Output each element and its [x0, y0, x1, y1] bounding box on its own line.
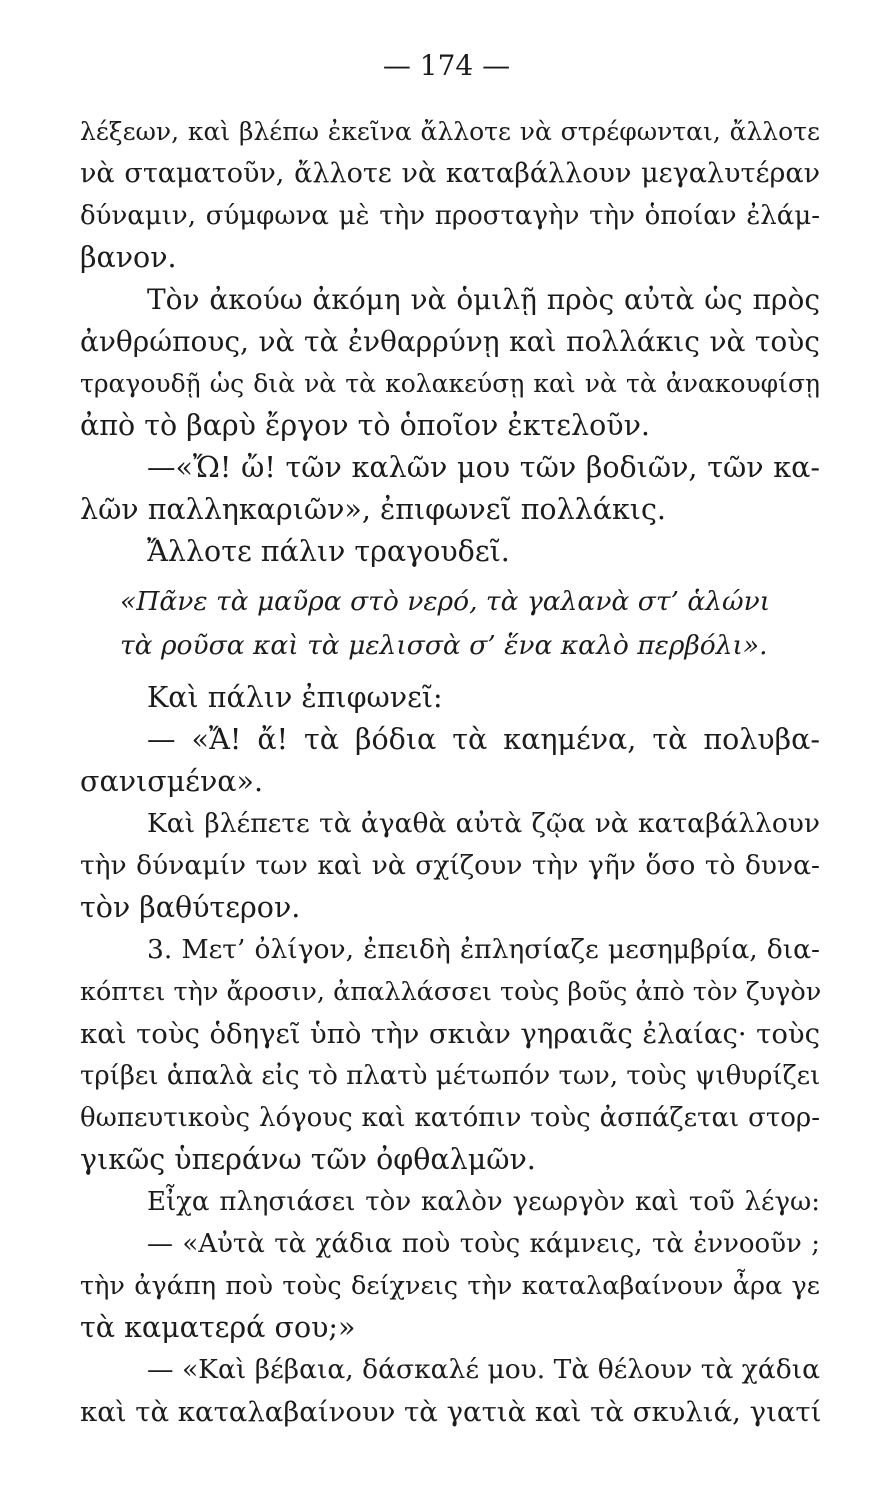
text-line: — «Ἄ! ἄ! τὰ βόδια τὰ καημένα, τὰ πολυβα- [147, 723, 820, 756]
text-line: ἀπὸ τὸ βαρὺ ἔργον τὸ ὁποῖον ἐκτελοῦν. [80, 409, 650, 442]
text-line: Καὶ πάλιν ἐπιφωνεῖ: [147, 681, 443, 714]
text-line: κόπτει τὴν ἄροσιν, ἀπαλλάσσει τοὺς βοῦς ἀπὸ τὸν ζυγὸν [80, 977, 822, 1007]
text-line: καὶ τὰ καταλαβαίνουν τὰ γατιὰ καὶ τὰ σκυλιά, γιατί [80, 1396, 822, 1428]
text-line: νὰ σταματοῦν, ἄλλοτε νὰ καταβάλλουν μεγαλυτέραν [80, 158, 820, 189]
text-line: — «Αὐτὰ τὰ χάδια ποὺ τοὺς κάμνεις, τὰ ἐννοοῦν ; [147, 1229, 820, 1259]
text-line: τραγουδῇ ὡς διὰ νὰ τὰ κολακεύσῃ καὶ νὰ τὰ ἀνακουφίσῃ [80, 369, 820, 398]
text-line: τρίβει ἁπαλὰ εἰς τὸ πλατὺ μέτωπόν των, τοὺς ψιθυρίζει [80, 1061, 821, 1091]
text-line: βανον. [80, 241, 177, 274]
text-line: τὰ καματερά σου;» [80, 1311, 356, 1344]
page-number: — 174 — [382, 49, 511, 82]
text-line: 3. Μετ’ ὀλίγον, ἐπειδὴ ἐπλησίαζε μεσημβρία, δια- [147, 934, 820, 965]
text-line: Καὶ βλέπετε τὰ ἀγαθὰ αὐτὰ ζῷα νὰ καταβάλλουν [147, 808, 820, 839]
text-line: σανισμένα». [80, 765, 264, 798]
text-line: Τὸν ἀκούω ἀκόμη νὰ ὁμιλῇ πρὸς αὐτὰ ὡς πρὸς [147, 283, 820, 316]
text-line: καὶ τοὺς ὁδηγεῖ ὑπὸ τὴν σκιὰν γηραιᾶς ἐλαίας· τοὺς [80, 1018, 820, 1050]
text-line: —«Ὤ! ὤ! τῶν καλῶν μου τῶν βοδιῶν, τῶν κα- [147, 451, 820, 484]
text-line: λῶν παλληκαριῶν», ἐπιφωνεῖ πολλάκις. [80, 493, 666, 526]
poem-line: «Πᾶνε τὰ μαῦρα στὸ νερό, τὰ γαλανὰ στ’ ἁλώνι [120, 586, 771, 617]
text-line: Ἄλλοτε πάλιν τραγουδεῖ. [147, 535, 510, 568]
text-line: ἀνθρώπους, νὰ τὰ ἐνθαρρύνῃ καὶ πολλάκις νὰ τοὺς [80, 325, 820, 358]
text-line: δύναμιν, σύμφωνα μὲ τὴν προσταγὴν τὴν ὁποίαν ἐλάμ- [80, 201, 820, 231]
text-line: Εἶχα πλησιάσει τὸν καλὸν γεωργὸν καὶ τοῦ λέγω: [147, 1187, 820, 1217]
text-line: θωπευτικοὺς λόγους καὶ κατόπιν τοὺς ἀσπάζεται στορ- [80, 1103, 820, 1133]
text-line: λέξεων, καὶ βλέπω ἐκεῖνα ἄλλοτε νὰ στρέφωνται, ἄλλοτε [80, 117, 820, 146]
text-line: γικῶς ὑπεράνω τῶν ὀφθαλμῶν. [80, 1143, 536, 1176]
text-line: — «Καὶ βέβαια, δάσκαλέ μου. Τὰ θέλουν τὰ χάδια [147, 1354, 820, 1385]
poem-line: τὰ ροῦσα καὶ τὰ μελισσὰ σ’ ἕνα καλὸ περβόλι». [120, 630, 768, 661]
text-line: τὴν ἀγάπη ποὺ τοὺς δείχνεις τὴν καταλαβαίνουν ἆρα γε [80, 1271, 820, 1301]
text-line: τὸν βαθύτερον. [80, 891, 301, 924]
text-line: τὴν δύναμίν των καὶ νὰ σχίζουν τὴν γῆν ὅσο τὸ δυνα- [80, 850, 820, 881]
